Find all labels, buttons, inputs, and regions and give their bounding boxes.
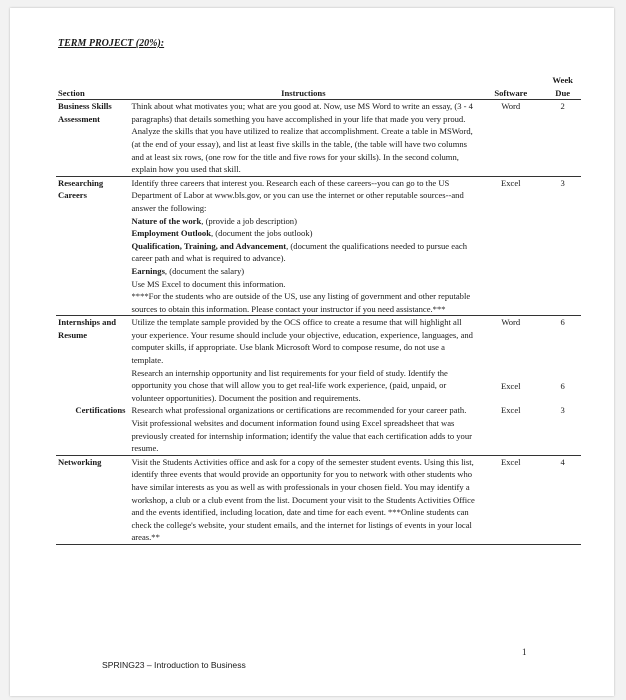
header-section: Section <box>58 87 85 98</box>
week-cell: 6 <box>560 380 565 391</box>
instructions-cell: Research an internship opportunity and list requirements for your field of study. Identify the opportunity you chose that will allow you to get real-life work experience, (paid, unpaid, or volunteer opportunities). Document the position and requirements. <box>131 367 448 403</box>
excel-note: Use MS Excel to document this information. <box>131 278 286 289</box>
table-header-row <box>56 74 581 100</box>
section-cell: Certifications <box>75 405 126 416</box>
week-cell: 3 <box>560 405 565 416</box>
document-page <box>10 8 614 696</box>
week-cell: 2 <box>560 101 565 112</box>
instructions-cell: Utilize the template sample provided by the OCS office to create a resume that will highlight all your experience. Your resume should include your objective, education, experience, languages, and computer skills, if appropriate. Use blank Microsoft Word to compose resume, do not use a template. <box>131 317 473 366</box>
page-title: TERM PROJECT (20%): <box>58 38 165 49</box>
section-cell: Researching Careers <box>58 177 104 201</box>
page-footer: SPRING23 – Introduction to Business <box>102 660 246 670</box>
software-cell: Word <box>501 317 521 328</box>
instructions-cell <box>129 176 477 316</box>
header-instructions: Instructions <box>281 87 326 98</box>
instruction-item <box>131 240 475 265</box>
instructions-intro: Identify three careers that interest you. Research each of these careers--you can go to the US Department of Labor at www.bls.gov, or you can use the internet or other reputable sources--and answer the following: <box>131 177 464 213</box>
item-label: Earnings <box>131 265 165 276</box>
section-cell: Networking <box>58 456 102 467</box>
instructions-cell: Visit the Students Activities office and ask for a copy of the semester student events. Using this list, identify three events that would provide an opportunity for you to network with other students who have similar interests as you as well as with professionals in your chosen field. You may identify a workshop, a club or a club event from the list. Document your visit to the Students Activities Office and the events identified, including location, date and time for each event. ***Online students can check the college's website, your student emails, and the internet for listings of events in your local areas.** <box>131 456 475 543</box>
table-row <box>56 176 581 316</box>
instructions-cell: Think about what motivates you; what are you good at. Now, use MS Word to write an essay, (3 - 4 paragraphs) that details something you have accomplished in your life that made you very proud. Analyze the skills that you have utilized to realize that accomplishment. Create a table in MSWord, (at the end of your essay), and list at least five skills in the table, (the table will have two columns and at least six rows, (one row for the title and five rows for your skills). In the second column, explain how you used that skill. <box>131 101 473 175</box>
software-cell: Excel <box>500 405 521 416</box>
instructions-cell: Research what professional organizations or certifications are recommended for your career path. Visit professional websites and document information found using Excel spreadsheet that was previously created for internship information; identify the value that each certification adds to your resume. <box>131 405 473 454</box>
instruction-item <box>131 265 475 278</box>
table-row <box>56 404 581 455</box>
item-label: Employment Outlook <box>131 228 211 239</box>
instruction-item <box>131 227 475 240</box>
item-note: , (provide a job description) <box>201 215 297 226</box>
week-cell: 6 <box>560 317 565 328</box>
item-note: , (document the qualifications needed to pursue each career path and what is required to advance). <box>131 240 468 264</box>
page-number: 1 <box>522 647 527 657</box>
week-cell: 4 <box>560 456 565 467</box>
software-cell: Word <box>501 101 521 112</box>
table-row <box>56 367 581 405</box>
section-cell: Internships and Resume <box>58 317 117 340</box>
table-row <box>56 455 581 544</box>
header-software: Software <box>494 87 528 98</box>
software-cell: Excel <box>500 177 521 188</box>
term-project-table <box>56 74 581 545</box>
section-cell: Business Skills Assessment <box>58 101 112 124</box>
week-cell: 3 <box>560 177 565 188</box>
header-week-due: Week Due <box>552 75 573 98</box>
item-note: , (document the salary) <box>164 265 245 276</box>
item-note: , (document the jobs outlook) <box>211 228 313 239</box>
software-cell: Excel <box>500 456 521 467</box>
item-label: Qualification, Training, and Advancement <box>131 240 287 251</box>
item-label: Nature of the work <box>131 215 202 226</box>
outside-us-note: ****For the students who are outside of the US, use any listing of government and other reputable sources to obtain this information. Please contact your instructor if you need assistance.*** <box>131 291 471 314</box>
software-cell: Excel <box>500 380 521 391</box>
table-row <box>56 316 581 367</box>
instruction-item <box>131 215 475 228</box>
table-row <box>56 100 581 177</box>
